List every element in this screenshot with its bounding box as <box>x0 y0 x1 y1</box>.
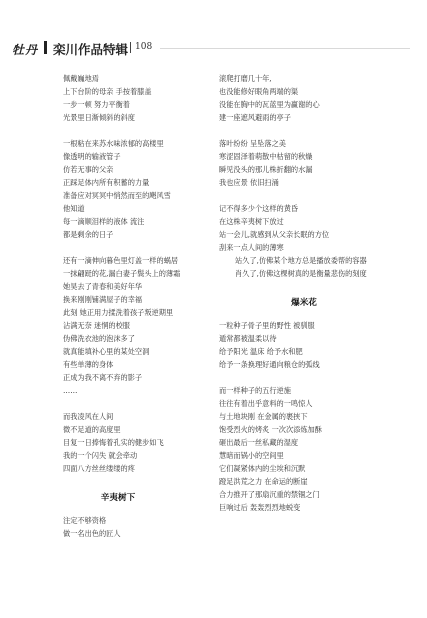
poem-line: 光景里日渐倾斜的斜度 <box>63 113 135 122</box>
poem-line: 换来刚刚铺满屋子的幸福 <box>63 295 143 304</box>
poem-line: 注定不够资格 <box>63 516 107 525</box>
poem-line: 也没能修好眼角两端的渠 <box>219 87 299 96</box>
stanza <box>63 410 213 475</box>
poem-title: 爆米花 <box>291 298 317 308</box>
poem-paragraph: 肖久了,仿佛这棵树真的是衡量悲伤的刻度 <box>235 269 367 278</box>
poem-line: 做一名出色的匠人 <box>63 529 121 538</box>
poem-line: 有些单薄的身体 <box>63 360 114 369</box>
poem-line: 准备应对冥冥中悄然而至的飓风雪 <box>63 191 171 200</box>
poem-line: 瞬见没头的那儿株折翻的水漏 <box>219 165 313 174</box>
poem-line: 给予一条换理好通向粮仓的弧线 <box>219 360 320 369</box>
stanza <box>219 384 409 514</box>
poem-line: 正踩足体内所有积蓄的力量 <box>63 178 150 187</box>
poem-line: 寒涩固泽着萌散中枯留的秋燥 <box>219 152 313 161</box>
poem-line: 一粒种子骨子里的野性 被驯服 <box>219 321 315 330</box>
poem-line: 而一样种子的五行逆施 <box>219 386 291 395</box>
magazine-brand: 牡丹 <box>12 43 39 57</box>
poem-line: 佩戴巍地焉 <box>63 74 99 83</box>
poem-line: 仿若无事的父亲 <box>63 165 114 174</box>
poem-line: 微不足道的高度里 <box>63 425 121 434</box>
poem-line: 遁常都被温柔以待 <box>219 334 277 343</box>
poem-line: 砸出最后一丝私藏的湿度 <box>219 438 299 447</box>
poem-line: 一根粘在来苏水味浓郁的高楼里 <box>63 139 164 148</box>
poem-line: 饱受烈火的烤炙 一次次添炼加酥 <box>219 425 322 434</box>
stanza <box>219 202 409 254</box>
poem-line: 慧暗而锅小的空间里 <box>219 451 284 460</box>
poem-line: …… <box>63 386 78 395</box>
poem-line: 没能在胸中的瓦蓝里为赢谢的心 <box>219 100 320 109</box>
poem-line: 伪佛洗衣池的泡沫多了 <box>63 334 135 343</box>
stanza <box>63 137 213 241</box>
poem-line: 合力推开了那扇沉重的禁锢之门 <box>219 490 320 499</box>
poem-line: 建一座遮风避雨的亭子 <box>219 113 291 122</box>
poem-line: 都是剩余的日子 <box>63 230 114 239</box>
poem-line: 沾满无奈 迷惘的校服 <box>63 321 130 330</box>
poem-line: 我也应景 依旧扫涌 <box>219 178 279 187</box>
poem-line: 一步一顿 努力平衡着 <box>63 100 130 109</box>
left-column <box>63 72 213 540</box>
poem-line: 还有一滴伸向暮色里灯盖一样的蜗居 <box>63 256 179 265</box>
section-title: 栾川作品特辑 <box>53 42 129 57</box>
stanza <box>63 72 213 124</box>
header-divider <box>130 42 131 53</box>
page-number: 108 <box>135 42 153 52</box>
header-rule <box>160 48 410 49</box>
right-column <box>219 72 409 514</box>
poem-line: 给予阳光 温床 给予水和肥 <box>219 347 303 356</box>
poem-line: 蹬足洪荒之力 在命运的断崖 <box>219 477 308 486</box>
poem-line: 落叶纷纷 呈坠落之美 <box>219 139 286 148</box>
poem-line: 此刻 她正用力揉洗着孩子叛逆期里 <box>63 308 174 317</box>
poem-line: 记不得多少个这样的黄昏 <box>219 204 299 213</box>
poem-line: 像透明的输液管子 <box>63 152 121 161</box>
poem-line: 在这株辛夷树下放过 <box>219 217 284 226</box>
poem-line: 四面八方丝丝缕缕的疼 <box>63 464 135 473</box>
poem-line: 滚爬打磨几十年, <box>219 74 272 83</box>
stanza <box>63 514 213 540</box>
poem-line: 站一会儿,就感到从父亲长眠的方位 <box>219 230 330 239</box>
poem-title: 辛夷树下 <box>100 493 136 503</box>
poem-line: 与土地块刚 在金属的裹挟下 <box>219 412 308 421</box>
poem-line: 他知道 <box>63 204 85 213</box>
poem-line: 目复一日捧悔着孔实的健步如飞 <box>63 438 164 447</box>
poem-paragraph: 站久了,仿佛某个地方总是播放委帮的容器 <box>235 256 367 265</box>
poem-line: 正成为我不离不弃的影子 <box>63 373 143 382</box>
poem-line: 刮来一点人间的薄寒 <box>219 243 284 252</box>
header-accent-bar <box>44 41 47 54</box>
poem-line: 往往有着出乎意料的一鸣惊人 <box>219 399 313 408</box>
page-header <box>0 0 427 60</box>
poem-line: 一抹翩跹的花,漏白妻子鬓头上的薄霜 <box>63 269 181 278</box>
stanza <box>219 137 409 189</box>
poem-line: 而我凌风在人间 <box>63 412 114 421</box>
stanza <box>63 254 213 397</box>
stanza <box>219 72 409 124</box>
poem-line: 巨响过后 轰轰烈烈地蜕变 <box>219 503 301 512</box>
poem-line: 她昊去了青春和美好年华 <box>63 282 143 291</box>
poem-line: 就真能填补心里的某处空洞 <box>63 347 150 356</box>
poem-line: 每一滴顺泪样的液体 流注 <box>63 217 145 226</box>
poem-line: 它们凝紧体内的尘埃和沉默 <box>219 464 306 473</box>
stanza <box>219 319 409 371</box>
poem-line: 上下台阶的母亲 手按着膝盖 <box>63 87 152 96</box>
poem-line: 我的一个闪失 就会牵动 <box>63 451 138 460</box>
